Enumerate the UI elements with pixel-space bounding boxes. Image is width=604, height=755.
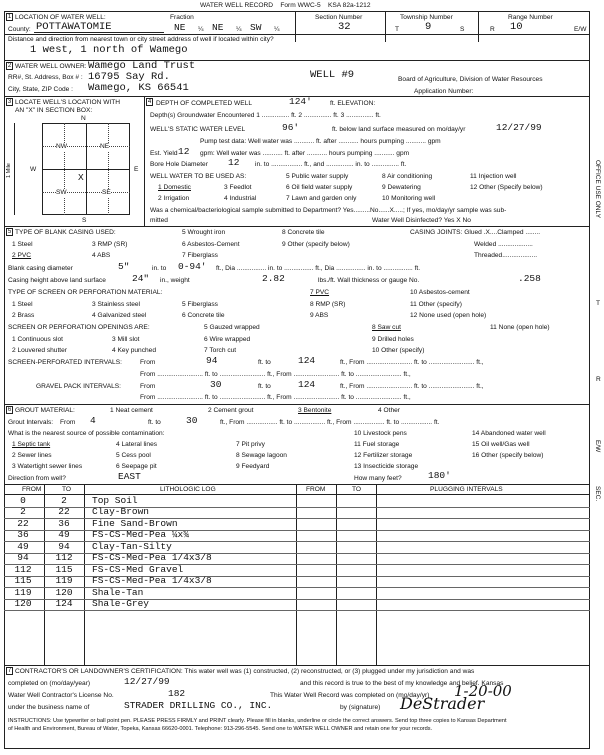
section-2-number: 2 — [7, 63, 12, 69]
certification-text: CONTRACTOR'S OR LANDOWNER'S CERTIFICATION: This water well was (1) constructed, (2) reconstructed, or (3) plugged under my jurisdiction and was — [15, 668, 475, 675]
contam-septic: 1 Septic tank — [12, 441, 51, 448]
gravel-to: 124 — [298, 379, 316, 390]
instructions-line-1: INSTRUCTIONS: Use typewriter or ball point pen. PLEASE PRESS FIRMLY and PRINT clearly. Please fill in blanks, underline or circle the correct answers. Send top three copies to Kansas Department — [8, 718, 507, 724]
log-from: 120 — [14, 598, 32, 609]
fraction-label: Fraction — [170, 14, 194, 21]
casing-joints: CASING JOINTS: Glued .X....Clamped ........ — [410, 229, 541, 236]
margin-sec: SEC. — [594, 486, 601, 502]
static-level-value: 96' — [282, 122, 300, 133]
use-lawn: 7 Lawn and garden only — [286, 195, 357, 202]
address-label: RR#, St. Address, Box # : — [8, 74, 83, 81]
log-description: FS-CS-Med-Pea ¼x¾ — [92, 529, 189, 540]
board-label: Board of Agriculture, Division of Water Resources — [398, 76, 543, 83]
license-number: 182 — [168, 688, 186, 699]
distance-label: Distance and direction from nearest town or city street address of well if located within city? — [8, 36, 274, 43]
use-monitoring: 10 Monitoring well — [382, 195, 436, 202]
perforated-from: 94 — [206, 355, 218, 366]
log-description: Shale-Grey — [92, 598, 150, 609]
log-from: 36 — [17, 529, 29, 540]
use-domestic: 1 Domestic — [158, 184, 191, 191]
log-description: Fine Sand-Brown — [92, 517, 178, 529]
log-to: 49 — [58, 529, 70, 540]
margin-t: T — [596, 300, 601, 307]
use-industrial: 4 Industrial — [224, 195, 257, 202]
gravel-from: 30 — [210, 379, 222, 390]
log-from: 112 — [14, 563, 32, 575]
pump-test-line-2: gpm: Well water was ........... ft. after ........... hours pumping ........... gpm — [200, 150, 410, 157]
direction-value: EAST — [118, 471, 141, 482]
city-label: City, State, ZIP Code : — [8, 86, 73, 93]
business-name: STRADER DRILLING CO., INC. — [124, 700, 273, 711]
application-number-label: Application Number: — [414, 88, 474, 95]
contamination-label: What is the nearest source of possible contamination: — [8, 430, 165, 437]
distance-value: 1 west, 1 north of Wamego — [30, 44, 188, 56]
yield-value: 12 — [178, 146, 190, 157]
use-dewatering: 9 Dewatering — [382, 184, 421, 191]
section-4-number: 4 — [147, 99, 152, 105]
casing-height-value: 24" — [132, 273, 150, 284]
township-label: Township Number — [400, 14, 453, 21]
log-to: 124 — [55, 598, 73, 609]
log-description: Top Soil — [92, 494, 138, 506]
use-irrigation: 2 Irrigation — [158, 195, 190, 202]
owner-label: WATER WELL OWNER: — [15, 63, 87, 70]
use-oilfield: 6 Oil field water supply — [286, 184, 353, 191]
county-label: County: — [8, 26, 31, 33]
section-number-label: Section Number — [315, 14, 363, 21]
city-value: Wamego, KS 66541 — [88, 82, 189, 94]
log-to: 115 — [55, 563, 73, 575]
grout-bentonite: 3 Bentonite — [298, 407, 332, 414]
section-5-number: 5 — [7, 229, 12, 235]
use-feedlot: 3 Feedlot — [224, 184, 252, 191]
static-level-date: 12/27/99 — [496, 122, 542, 133]
section-7-number: 7 — [7, 668, 12, 674]
township-value: 9 — [425, 21, 432, 33]
log-to: 94 — [58, 540, 70, 552]
grout-label: GROUT MATERIAL: — [15, 407, 75, 414]
depth-value: 124' — [289, 96, 312, 107]
log-to: 2 — [61, 494, 67, 506]
distance-feet-value: 180' — [428, 470, 451, 481]
casing-weight-value: 2.82 — [262, 273, 285, 284]
quarter-2: NE — [212, 22, 224, 33]
log-from: 22 — [17, 517, 29, 529]
perforated-to: 124 — [298, 355, 316, 366]
log-from: 115 — [14, 575, 32, 586]
use-public: 5 Public water supply — [286, 173, 349, 180]
groundwater-depths: Depth(s) Groundwater Encountered 1 ............... ft. 2 ............... ft. 3 ............... ft. — [150, 112, 381, 119]
screen-material-label: TYPE OF SCREEN OR PERFORATION MATERIAL: — [8, 289, 163, 296]
casing-depth-value: 0-94' — [178, 261, 207, 272]
log-to: 112 — [55, 552, 73, 563]
log-description: Shale-Tan — [92, 586, 144, 598]
static-level-label: WELL'S STATIC WATER LEVEL — [150, 126, 246, 133]
log-from: 49 — [17, 540, 29, 552]
casing-diameter-value: 5" — [118, 261, 130, 272]
log-to: 120 — [55, 586, 73, 598]
completed-date: 12/27/99 — [124, 676, 170, 687]
bore-diameter-value: 12 — [228, 157, 240, 168]
contractor-signature: DeStrader — [400, 694, 485, 713]
use-other: 12 Other (Specify below) — [470, 184, 543, 191]
log-description: FS-CS-Med-Pea 1/4x3/8 — [92, 575, 212, 586]
office-use-label: OFFICE USE ONLY — [594, 160, 601, 219]
grout-from: 4 — [90, 415, 96, 426]
range-label: Range Number — [508, 14, 553, 21]
casing-pvc: 2 PVC — [12, 252, 32, 259]
margin-r: R — [596, 376, 601, 383]
range-value: 10 — [510, 21, 523, 33]
log-to: 36 — [58, 517, 70, 529]
quarter-1: NE — [174, 22, 186, 33]
record-completed-date: 1-20-00 — [454, 682, 512, 700]
log-description: FS-CS-Med-Pea 1/4x3/8 — [92, 552, 212, 563]
locate-label-1: LOCATE WELL'S LOCATION WITH — [15, 99, 121, 106]
section-value: 32 — [338, 21, 351, 33]
log-from: 94 — [17, 552, 29, 563]
log-to: 22 — [58, 506, 70, 517]
well-location-mark: X — [78, 172, 84, 183]
log-from: 119 — [14, 586, 32, 598]
log-from: 0 — [20, 494, 26, 506]
log-to: 119 — [55, 575, 73, 586]
screen-pvc: 7 PVC — [310, 289, 330, 296]
location-label: LOCATION OF WATER WELL: — [15, 14, 106, 21]
address-value: 16795 Say Rd. — [88, 71, 170, 83]
chem-sample-question: Was a chemical/bacteriological sample submitted to Department? Yes.........No......X.....; If yes, mo/day/yr sample was sub- — [150, 207, 507, 214]
margin-ew: E/W — [594, 440, 601, 453]
form-title: WATER WELL RECORD Form WWC-5 KSA 82a-1212 — [200, 2, 371, 9]
quarter-3: SW — [250, 22, 262, 33]
pump-test-line-1: Pump test data: Well water was ........... ft. after ........... hours pumping ........... gpm — [200, 138, 441, 145]
grout-to: 30 — [186, 415, 198, 426]
disinfected-question: Water Well Disinfected? Yes X No — [372, 217, 471, 224]
depth-label: DEPTH OF COMPLETED WELL — [156, 100, 252, 107]
section-3-number: 3 — [7, 99, 12, 105]
locate-label-2: AN "X" IN SECTION BOX: — [15, 107, 93, 114]
section-6-number: 6 — [7, 407, 12, 413]
well-id: WELL #9 — [310, 69, 355, 81]
casing-label: TYPE OF BLANK CASING USED: — [15, 229, 116, 236]
log-description: FS-CS-Med Gravel — [92, 563, 184, 575]
owner-value: Wamego Land Trust — [88, 60, 196, 72]
well-use-label: WELL WATER TO BE USED AS: — [150, 173, 247, 180]
county-value: POTTAWATOMIE — [36, 21, 112, 33]
log-description: Clay-Tan-Silty — [92, 540, 172, 552]
log-description: Clay-Brown — [92, 506, 150, 517]
use-air: 8 Air conditioning — [382, 173, 433, 180]
one-mile-label: 1 Mile — [6, 163, 12, 178]
openings-label: SCREEN OR PERFORATION OPENINGS ARE: — [8, 324, 150, 331]
section-1-number: 1 — [7, 14, 12, 20]
log-from: 2 — [20, 506, 26, 517]
use-injection: 11 Injection well — [470, 173, 517, 180]
gauge-value: .258 — [518, 273, 541, 284]
instructions-line-2: of Health and Environment, Bureau of Water, Topeka, Kansas 66620-0001. Telephone: 913-296-5545. Send one to WATER WELL OWNER and retain one for your records. — [8, 726, 433, 732]
opening-saw-cut: 8 Saw cut — [372, 324, 401, 331]
